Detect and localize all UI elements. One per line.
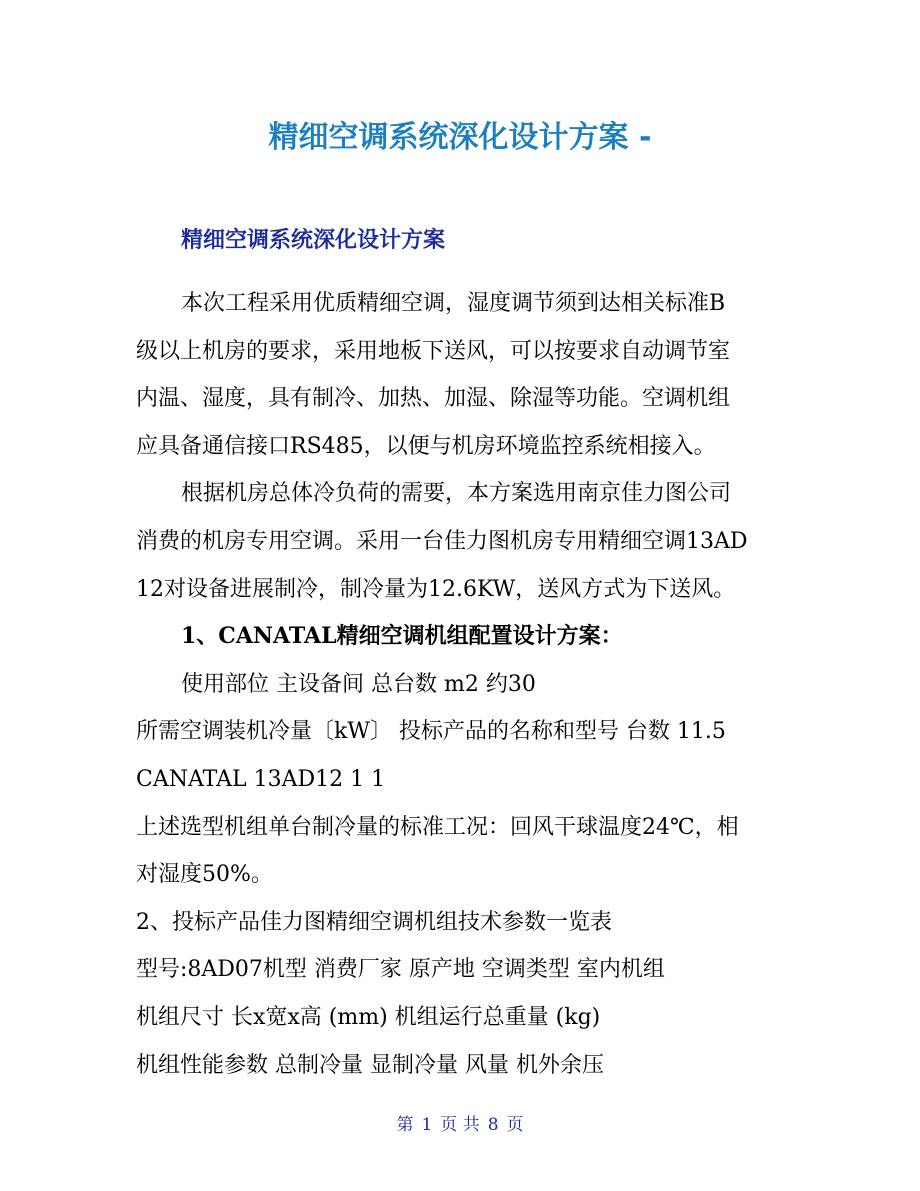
page-footer (0, 1112, 920, 1138)
paragraph-line: 型号:8AD07机型 消费厂家 原产地 空调类型 室内机组 (136, 957, 665, 983)
page-label-suffix: 页 (506, 1115, 524, 1135)
paragraph-line: 对湿度50%。 (136, 862, 273, 888)
paragraph-line: 12对设备进展制冷，制冷量为12.6KW，送风方式为下送风。 (136, 576, 736, 602)
paragraph-line: 上述选型机组单台制冷量的标准工况：回风干球温度24℃，相 (136, 814, 739, 840)
total-pages: 8 (487, 1115, 499, 1135)
page-number: 1 (421, 1115, 433, 1135)
page-label-prefix: 第 (396, 1115, 414, 1135)
paragraph-line: 级以上机房的要求，采用地板下送风，可以按要求自动调节室 (136, 338, 731, 364)
document-title: 精细空调系统深化设计方案 - (268, 120, 652, 155)
subsection-heading: 1、CANATAL精细空调机组配置设计方案： (181, 623, 623, 650)
section-heading: 精细空调系统深化设计方案 (181, 228, 446, 253)
paragraph-line: 机组性能参数 总制冷量 显制冷量 风量 机外余压 (136, 1052, 604, 1078)
paragraph-line: 应具备通信接口RS485，以便与机房环境监控系统相接入。 (136, 433, 716, 459)
document-body (136, 280, 786, 1089)
page-label-mid: 页 共 (440, 1115, 480, 1135)
paragraph-line: 内温、湿度，具有制冷、加热、加湿、除湿等功能。空调机组 (136, 386, 731, 412)
paragraph-line: 消费的机房专用空调。采用一台佳力图机房专用精细空调13AD (136, 528, 748, 554)
paragraph-line: CANATAL 13AD12 1 1 (136, 766, 386, 792)
paragraph-line: 机组尺寸 长x宽x高 (mm) 机组运行总重量 (kg) (136, 1004, 601, 1030)
paragraph-line: 本次工程采用优质精细空调，湿度调节须到达相关标准B (181, 291, 726, 316)
paragraph-line: 所需空调装机冷量〔kW〕 投标产品的名称和型号 台数 11.5 (136, 719, 726, 745)
paragraph-line: 使用部位 主设备间 总台数 m2 约30 (181, 671, 536, 697)
paragraph-line: 根据机房总体冷负荷的需要，本方案选用南京佳力图公司 (181, 481, 732, 507)
subsection-heading: 2、投标产品佳力图精细空调机组技术参数一览表 (136, 909, 612, 935)
